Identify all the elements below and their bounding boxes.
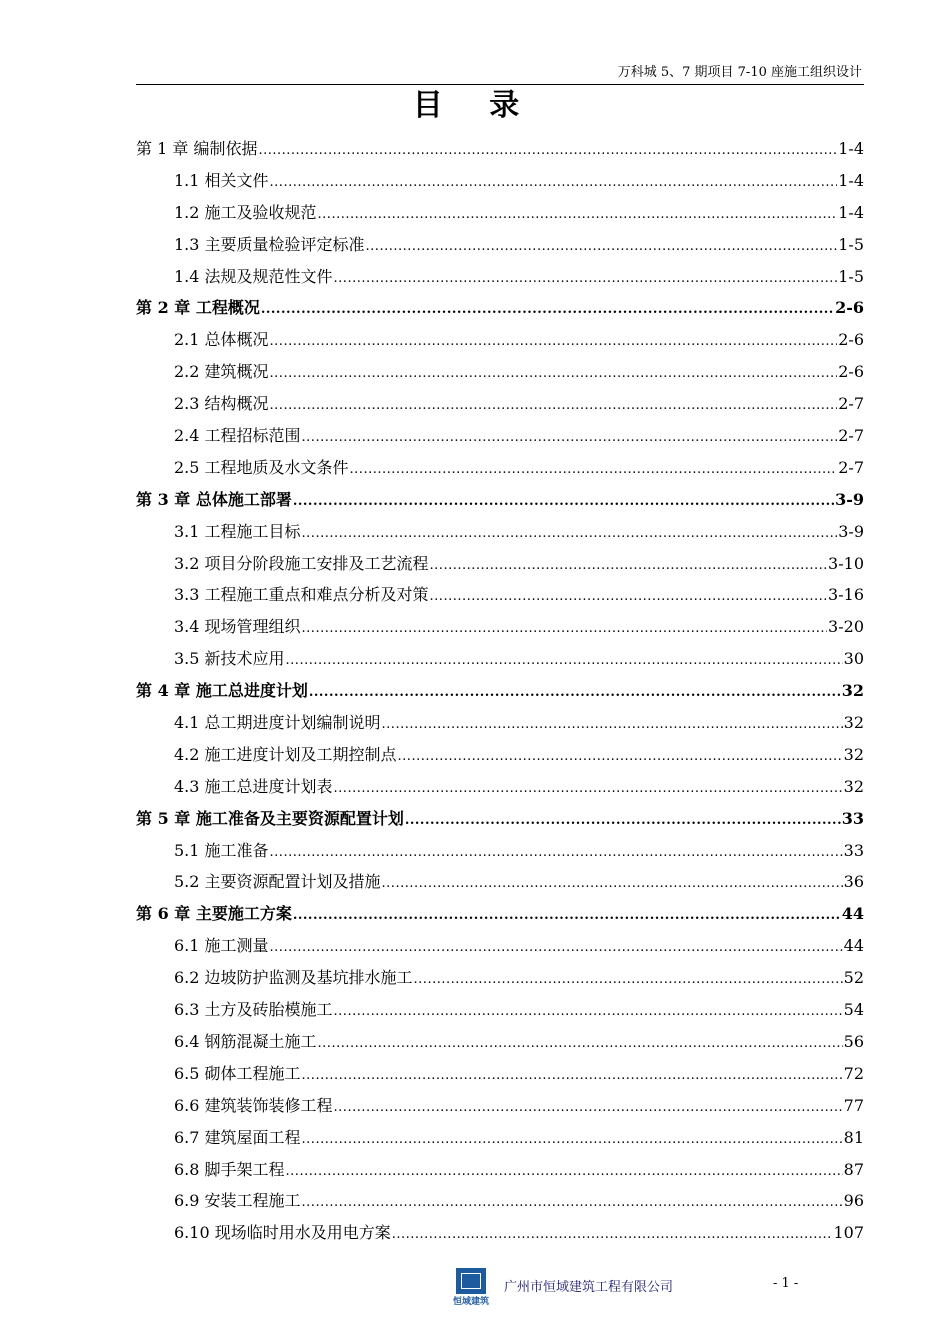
- toc-entry-label: 2.2 建筑概况: [174, 362, 269, 382]
- toc-dot-leader: [309, 685, 841, 700]
- toc-dot-leader: [392, 1227, 833, 1242]
- toc-section-entry[interactable]: [136, 710, 864, 742]
- toc-dot-leader: [302, 526, 838, 541]
- toc-entry-page: 32: [843, 776, 864, 796]
- page-footer: [0, 1264, 950, 1308]
- toc-entry-page: 87: [843, 1159, 864, 1179]
- toc-entry-label: 第 1 章 编制依据: [136, 139, 258, 158]
- toc-dot-leader: [302, 430, 838, 445]
- toc-entry-page: 2-6: [838, 362, 864, 382]
- toc-entry-page: 2-7: [838, 457, 864, 477]
- toc-entry-page: 32: [841, 681, 864, 701]
- toc-entry-label: 5.1 施工准备: [174, 840, 269, 860]
- toc-section-entry[interactable]: [136, 614, 864, 646]
- toc-entry-label: 3.5 新技术应用: [174, 649, 285, 669]
- toc-dot-leader: [414, 972, 843, 987]
- toc-entry-label: 5.2 主要资源配置计划及措施: [174, 872, 381, 892]
- toc-entry-page: 52: [843, 968, 864, 988]
- toc-entry-page: 32: [843, 713, 864, 733]
- toc-entry-page: 2-6: [838, 330, 864, 350]
- toc-entry-label: 2.5 工程地质及水文条件: [174, 457, 349, 477]
- toc-entry-page: 3-20: [828, 617, 864, 637]
- toc-entry-page: 1-5: [838, 266, 864, 286]
- toc-dot-leader: [334, 271, 838, 286]
- toc-dot-leader: [286, 653, 843, 668]
- toc-dot-leader: [270, 334, 838, 349]
- toc-entry-page: 2-7: [838, 426, 864, 446]
- toc-section-entry[interactable]: [136, 582, 864, 614]
- toc-dot-leader: [293, 494, 834, 509]
- toc-section-entry[interactable]: [136, 232, 864, 264]
- toc-dot-leader: [430, 558, 828, 573]
- company-name: 广州市恒域建筑工程有限公司: [504, 1280, 674, 1295]
- toc-chapter-entry[interactable]: [136, 806, 864, 838]
- toc-section-entry[interactable]: [136, 933, 864, 965]
- toc-dot-leader: [430, 589, 828, 604]
- toc-section-entry[interactable]: [136, 168, 864, 200]
- toc-dot-leader: [270, 398, 838, 413]
- toc-dot-leader: [286, 1164, 843, 1179]
- toc-dot-leader: [382, 717, 843, 732]
- toc-entry-label: 第 2 章 工程概况: [136, 298, 260, 318]
- toc-section-entry[interactable]: [136, 551, 864, 583]
- toc-entry-label: 1.1 相关文件: [174, 170, 269, 190]
- toc-entry-page: 30: [843, 649, 864, 669]
- toc-entry-label: 3.2 项目分阶段施工安排及工艺流程: [174, 553, 429, 573]
- toc-entry-label: 2.3 结构概况: [174, 394, 269, 414]
- toc-section-entry[interactable]: [136, 869, 864, 901]
- toc-section-entry[interactable]: [136, 327, 864, 359]
- toc-entry-page: 33: [841, 808, 864, 828]
- toc-dot-leader: [302, 1068, 843, 1083]
- toc-dot-leader: [405, 813, 841, 828]
- toc-dot-leader: [366, 239, 838, 254]
- toc-section-entry[interactable]: [136, 1157, 864, 1189]
- toc-entry-page: 3-16: [828, 585, 864, 605]
- toc-section-entry[interactable]: [136, 1125, 864, 1157]
- toc-entry-page: 2-7: [838, 394, 864, 414]
- toc-section-entry[interactable]: [136, 519, 864, 551]
- toc-entry-page: 96: [843, 1191, 864, 1211]
- toc-chapter-entry[interactable]: [136, 295, 864, 327]
- toc-entry-page: 1-5: [838, 234, 864, 254]
- toc-section-entry[interactable]: [136, 1093, 864, 1125]
- toc-entry-page: 32: [843, 744, 864, 764]
- toc-dot-leader: [302, 1195, 843, 1210]
- toc-section-entry[interactable]: [136, 838, 864, 870]
- toc-entry-label: 第 4 章 施工总进度计划: [136, 681, 308, 701]
- toc-entry-page: 33: [843, 840, 864, 860]
- toc-section-entry[interactable]: [136, 1061, 864, 1093]
- page-number: - 1 -: [773, 1276, 799, 1291]
- toc-dot-leader: [318, 207, 838, 222]
- toc-section-entry[interactable]: [136, 391, 864, 423]
- toc-dot-leader: [334, 781, 843, 796]
- toc-dot-leader: [398, 749, 843, 764]
- toc-entry-label: 6.6 建筑装饰装修工程: [174, 1095, 333, 1115]
- toc-section-entry[interactable]: [136, 997, 864, 1029]
- logo-mark-icon: [456, 1268, 486, 1294]
- toc-entry-page: 44: [843, 936, 864, 956]
- toc-section-entry[interactable]: [136, 359, 864, 391]
- company-logo: [452, 1268, 492, 1308]
- toc-section-entry[interactable]: [136, 742, 864, 774]
- toc-entry-label: 1.4 法规及规范性文件: [174, 266, 333, 286]
- toc-dot-leader: [318, 1036, 843, 1051]
- page-header: 万科城 5、7 期项目 7-10 座施工组织设计: [617, 65, 862, 80]
- toc-section-entry[interactable]: [136, 774, 864, 806]
- toc-entry-label: 1.3 主要质量检验评定标准: [174, 234, 365, 254]
- toc-entry-label: 1.2 施工及验收规范: [174, 202, 317, 222]
- toc-dot-leader: [258, 143, 837, 158]
- toc-entry-page: 81: [843, 1127, 864, 1147]
- toc-dot-leader: [302, 621, 828, 636]
- toc-entry-label: 3.3 工程施工重点和难点分析及对策: [174, 585, 429, 605]
- toc-entry-page: 1-4: [838, 202, 864, 222]
- toc-chapter-entry[interactable]: [136, 901, 864, 933]
- toc-entry-label: 6.7 建筑屋面工程: [174, 1127, 301, 1147]
- toc-dot-leader: [270, 366, 838, 381]
- toc-entry-label: 6.5 砌体工程施工: [174, 1063, 301, 1083]
- toc-entry-label: 4.1 总工期进度计划编制说明: [174, 713, 381, 733]
- toc-section-entry[interactable]: [136, 1188, 864, 1220]
- toc-entry-page: 54: [843, 1000, 864, 1020]
- toc-dot-leader: [334, 1004, 843, 1019]
- toc-section-entry[interactable]: [136, 200, 864, 232]
- toc-entry-label: 6.1 施工测量: [174, 936, 269, 956]
- toc-section-entry[interactable]: [136, 264, 864, 296]
- toc-entry-label: 6.8 脚手架工程: [174, 1159, 285, 1179]
- toc-dot-leader: [382, 876, 843, 891]
- toc-entry-page: 1-4: [838, 139, 864, 158]
- toc-entry-page: 3-9: [838, 521, 864, 541]
- toc-entry-page: 1-4: [838, 170, 864, 190]
- toc-entry-page: 77: [843, 1095, 864, 1115]
- toc-entry-page: 44: [841, 904, 864, 924]
- toc-dot-leader: [270, 845, 843, 860]
- toc-entry-label: 第 6 章 主要施工方案: [136, 904, 292, 924]
- toc-dot-leader: [270, 175, 838, 190]
- toc-entry-label: 6.9 安装工程施工: [174, 1191, 301, 1211]
- toc-dot-leader: [293, 908, 841, 923]
- toc-dot-leader: [270, 940, 843, 955]
- toc-entry-label: 6.3 土方及砖胎模施工: [174, 1000, 333, 1020]
- toc-entry-page: 36: [843, 872, 864, 892]
- toc-entry-label: 4.3 施工总进度计划表: [174, 776, 333, 796]
- table-of-contents: [136, 136, 864, 1252]
- toc-entry-label: 第 5 章 施工准备及主要资源配置计划: [136, 808, 404, 828]
- toc-entry-page: 107: [833, 1223, 864, 1243]
- toc-entry-label: 3.1 工程施工目标: [174, 521, 301, 541]
- toc-entry-label: 6.10 现场临时用水及用电方案: [174, 1223, 391, 1243]
- toc-entry-label: 6.4 钢筋混凝土施工: [174, 1031, 317, 1051]
- toc-section-entry[interactable]: [136, 646, 864, 678]
- toc-dot-leader: [334, 1100, 843, 1115]
- toc-entry-page: 3-9: [835, 489, 864, 509]
- toc-entry-page: 3-10: [828, 553, 864, 573]
- toc-section-entry[interactable]: [136, 965, 864, 997]
- toc-chapter-entry[interactable]: [136, 136, 864, 168]
- toc-section-entry[interactable]: [136, 455, 864, 487]
- toc-dot-leader: [302, 1132, 843, 1147]
- toc-section-entry[interactable]: [136, 1029, 864, 1061]
- toc-dot-leader: [261, 302, 834, 317]
- toc-entry-label: 3.4 现场管理组织: [174, 617, 301, 637]
- toc-entry-label: 4.2 施工进度计划及工期控制点: [174, 744, 397, 764]
- toc-section-entry[interactable]: [136, 1220, 864, 1252]
- toc-entry-page: 2-6: [835, 298, 864, 318]
- toc-dot-leader: [350, 462, 838, 477]
- toc-chapter-entry[interactable]: [136, 487, 864, 519]
- toc-entry-page: 56: [843, 1031, 864, 1051]
- toc-entry-page: 72: [843, 1063, 864, 1083]
- toc-entry-label: 第 3 章 总体施工部署: [136, 489, 292, 509]
- toc-entry-label: 6.2 边坡防护监测及基坑排水施工: [174, 968, 413, 988]
- logo-text: 恒域建筑: [452, 1297, 489, 1307]
- page-title: 目 录: [412, 88, 538, 123]
- toc-section-entry[interactable]: [136, 423, 864, 455]
- toc-entry-label: 2.4 工程招标范围: [174, 426, 301, 446]
- toc-chapter-entry[interactable]: [136, 678, 864, 710]
- toc-entry-label: 2.1 总体概况: [174, 330, 269, 350]
